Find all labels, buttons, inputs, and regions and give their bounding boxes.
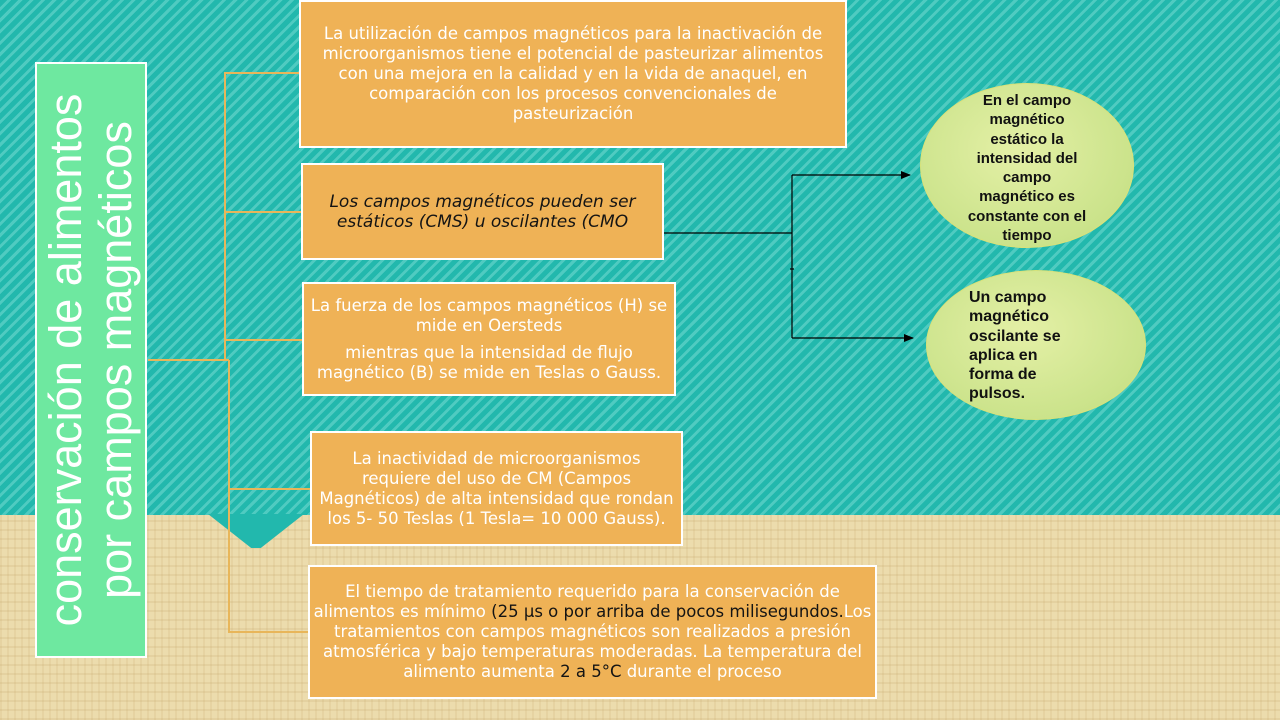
box-high-intensity (310, 431, 683, 546)
slide-title: conservación de alimentos por campos magnéticos (40, 93, 141, 627)
oval-oscillating-field (926, 270, 1146, 420)
oval-oscillating-line: forma de (969, 366, 1037, 384)
box-field-types-text: Los campos magnéticos pueden ser estáticos (CMS) u oscilantes (CMO (329, 191, 636, 232)
oval-static-field-text (921, 91, 1133, 245)
oval-static-line: magnético (989, 111, 1065, 129)
box-magnetic-fields-purpose (299, 0, 847, 148)
oval-static-line: magnético es (979, 188, 1075, 206)
box-high-intensity-text: La inactividad de microorganismos requiere del uso de CM (Campos Magnéticos) de alta intensidad que rondan los 5- 50 Teslas (1 Tesla= 10 000 Gauss). (319, 448, 674, 528)
oval-static-field (920, 83, 1134, 248)
box-treatment-time (308, 565, 877, 699)
oval-oscillating-line: pulsos. (969, 385, 1026, 403)
oval-static-line: campo (1002, 169, 1052, 187)
treatment-time-part4: 2 a 5°C (560, 662, 622, 681)
oval-oscillating-line: aplica en (969, 346, 1038, 364)
box-field-units-line1: La fuerza de los campos magnéticos (H) se mide en Oersteds (310, 295, 668, 335)
treatment-time-part5: durante el proceso (621, 662, 782, 681)
oval-oscillating-line: magnético (969, 308, 1050, 326)
oval-static-line: En el campo (982, 92, 1072, 109)
treatment-time-part3: Los tratamientos con campos magnéticos son realizados a presión atmosférica y bajo temperaturas moderadas. La temperatura del alimento aumenta (323, 602, 872, 681)
oval-oscillating-line: oscilante se (969, 327, 1061, 345)
box-field-units-line2: mientras que la intensidad de flujo magnético (B) se mide en Teslas o Gauss. (316, 342, 662, 382)
oval-static-line: tiempo (1002, 227, 1052, 245)
oval-oscillating-line: Un campo (969, 289, 1047, 306)
treatment-time-part2: (25 µs o por arriba de pocos milisegundos. (491, 602, 844, 621)
oval-static-line: constante con el (967, 207, 1087, 225)
box-magnetic-fields-purpose-text: La utilización de campos magnéticos para la inactivación de microorganismos tiene el potencial de pasteurizar alimentos con una mejora en la calidad y en la vida de anaquel, en comparación con los procesos convencionales de pasteurización (322, 24, 824, 123)
oval-static-line: intensidad del (976, 149, 1078, 167)
box-field-units (302, 282, 676, 396)
box-field-types (301, 163, 664, 260)
oval-oscillating-field-text (969, 288, 1061, 404)
oval-static-line: estático la (990, 130, 1064, 148)
box-treatment-time-text (312, 582, 873, 682)
treatment-time-part1: El tiempo de tratamiento requerido para la conservación de alimentos es mínimo (313, 582, 840, 621)
